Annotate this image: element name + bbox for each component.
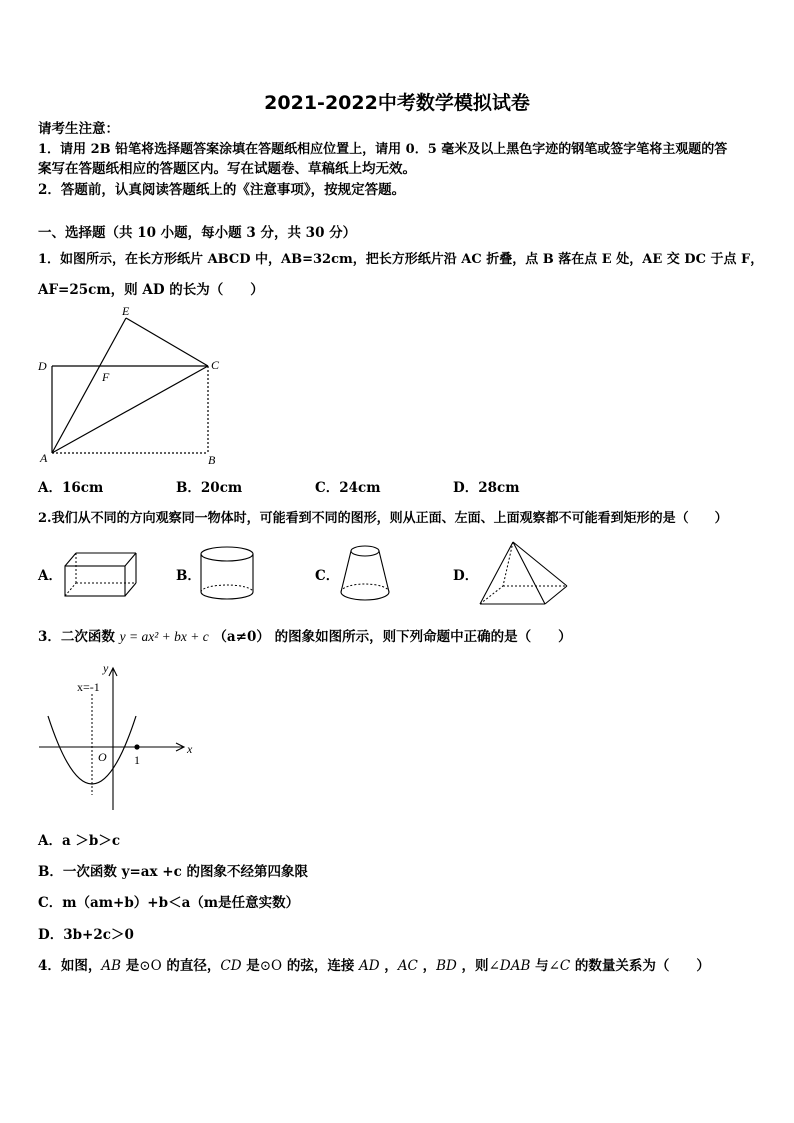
notice-line-2: 案写在答题纸相应的答题区内。写在试题卷、草稿纸上均无效。 xyxy=(38,161,416,177)
q3-parabola-figure xyxy=(36,660,206,820)
q2-frustum xyxy=(337,542,397,606)
q2-option-a: A． xyxy=(38,568,62,584)
q4-text: 的直径， xyxy=(161,958,221,974)
q3-formula: y = ax² + bx + c xyxy=(119,629,209,644)
q3-option-c: C．m（am+b）+b＜a（m是任意实数） xyxy=(38,895,300,911)
q1-option-d: D．28cm xyxy=(453,480,520,496)
page-title: 2021-2022中考数学模拟试卷 xyxy=(264,92,530,114)
q3-condition: （a≠0） xyxy=(213,629,270,645)
q2-cylinder xyxy=(198,544,258,604)
q4-bd: BD xyxy=(436,958,457,974)
q4-stem xyxy=(38,957,710,975)
q2-option-d: D． xyxy=(453,568,479,584)
q4-text: ， xyxy=(379,958,398,974)
q4-ab: AB xyxy=(101,958,122,974)
q4-angle-dab: ∠DAB xyxy=(488,958,531,974)
q2-option-b: B． xyxy=(176,568,201,584)
q4-angle-c: ∠C xyxy=(548,958,571,974)
q1-option-c: C．24cm xyxy=(315,480,381,496)
notice-line-3: 2．答题前，认真阅读答题纸上的《注意事项》，按规定答题。 xyxy=(38,182,406,198)
label-A: A xyxy=(40,451,48,465)
q4-text: 4．如图， xyxy=(38,958,102,974)
label-D: D xyxy=(38,359,47,373)
label-E: E xyxy=(122,304,130,318)
q3-option-d: D．3b+2c＞0 xyxy=(38,927,134,943)
label-F: F xyxy=(102,370,110,384)
label-y: y xyxy=(103,661,109,675)
q4-circle-o: ⊙O xyxy=(139,958,162,974)
label-axis-of-symmetry: x=-1 xyxy=(77,680,100,694)
section-heading: 一、选择题（共 10 小题，每小题 3 分，共 30 分） xyxy=(38,225,357,241)
q3-option-b: B．一次函数 y=ax +c 的图象不经第四象限 xyxy=(38,864,308,880)
q4-text: 与 xyxy=(530,958,549,974)
q1-figure xyxy=(30,305,230,465)
q3-stem-pre: 3．二次函数 xyxy=(38,629,115,645)
q3-stem xyxy=(38,628,572,646)
notice-heading: 请考生注意： xyxy=(38,121,119,137)
q4-text: 是 xyxy=(121,958,140,974)
q3-stem-post: 的图象如图所示，则下列命题中正确的是（ ） xyxy=(274,629,572,645)
notice-line-1: 1．请用 2B 铅笔将选择题答案涂填在答题纸相应位置上，请用 0．5 毫米及以上黑色字迹的钢笔或签字笔将主观题的答 xyxy=(38,142,728,157)
label-origin: O xyxy=(98,750,107,764)
q2-stem: 2.我们从不同的方向观察同一物体时，可能看到不同的图形，则从正面、左面、上面观察都不可能看到矩形的是（ ） xyxy=(38,511,728,526)
label-C: C xyxy=(211,358,220,372)
q4-cd: CD xyxy=(220,958,242,974)
label-x: x xyxy=(187,742,193,756)
q1-stem-line-1: 1．如图所示，在长方形纸片 ABCD 中，AB=32cm，把长方形纸片沿 AC 折叠，点 B 落在点 E 处，AE 交 DC 于点 F， xyxy=(38,252,764,267)
q4-circle-o: ⊙O xyxy=(259,958,283,974)
q1-option-a: A．16cm xyxy=(38,480,104,496)
label-B: B xyxy=(208,453,216,467)
q4-text: ， xyxy=(417,958,437,974)
q4-text: ，则 xyxy=(456,958,489,974)
q3-option-a: A．a ＞b＞c xyxy=(38,833,121,849)
label-one: 1 xyxy=(134,753,140,767)
q4-text: 的弦，连接 xyxy=(282,958,360,974)
q4-ac: AC xyxy=(397,958,418,974)
q2-cuboid xyxy=(60,548,140,600)
q4-text: 是 xyxy=(241,958,260,974)
q1-option-b: B．20cm xyxy=(176,480,243,496)
q2-option-c: C． xyxy=(315,568,340,584)
q4-ad: AD xyxy=(359,958,380,974)
q2-pyramid xyxy=(477,538,569,608)
q4-text: 的数量关系为（ ） xyxy=(570,958,710,974)
q1-stem-line-2: AF=25cm，则 AD 的长为（ ） xyxy=(38,282,264,298)
